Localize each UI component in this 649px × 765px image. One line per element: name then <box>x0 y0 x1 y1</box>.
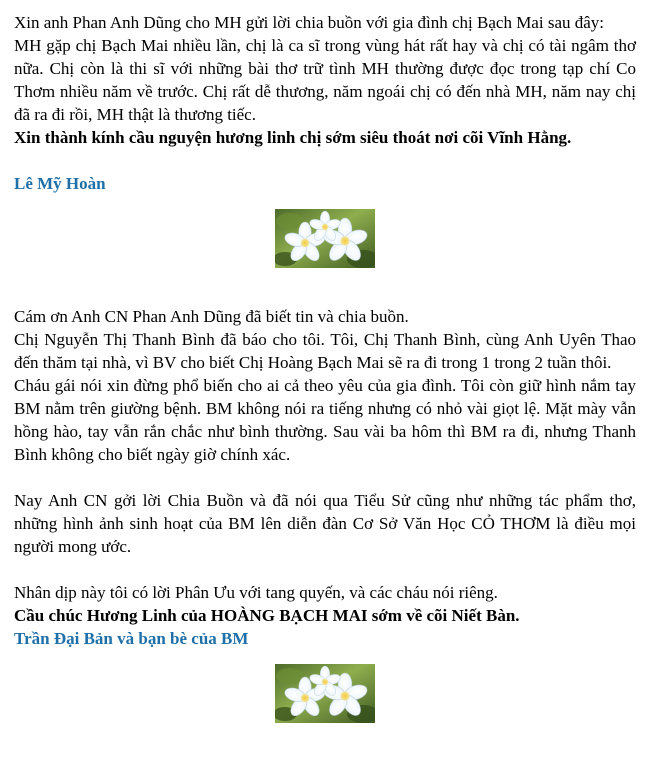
condolence-opening: Xin anh Phan Anh Dũng cho MH gửi lời chia buồn với gia đình chị Bạch Mai sau đây: <box>14 13 605 32</box>
signature-tran-dai-ban: Trần Đại Bản và bạn bè của BM <box>14 629 249 648</box>
sympathy-line: Nhân dịp này tôi có lời Phân Ưu với tang quyến, và các cháu nói riêng. <box>14 583 498 602</box>
condolence-prayer: Xin thành kính cầu nguyện hương linh chị sớm siêu thoát nơi cõi Vĩnh Hằng. <box>14 128 572 147</box>
forum-paragraph: Nay Anh CN gởi lời Chia Buồn và đã nói qua Tiểu Sử cũng như những tác phẩm thơ, những hình ảnh sinh hoạt của BM lên diễn đàn Cơ Sở Văn Học CỎ THƠM là điều mọi người mong ước. <box>14 491 636 556</box>
flower-image-container <box>14 209 636 268</box>
condolence-paragraph: MH gặp chị Bạch Mai nhiều lần, chị là ca sĩ trong vùng hát rất hay và chị có tài ngâm thơ nữa. Chị còn là thi sĩ với những bài thơ trữ tình MH thường được đọc trong tạp chí Co Thơm nhiều năm về trước. Chị rất dễ thương, năm ngoái chị có đến nhà MH, năm nay chị đã ra đi rồi, MH thật là thương tiếc. <box>14 36 636 124</box>
flower-image <box>275 209 375 268</box>
flower-image <box>275 664 375 723</box>
thanks-line: Cám ơn Anh CN Phan Anh Dũng đã biết tin và chia buồn. <box>14 307 409 326</box>
hospital-paragraph: Cháu gái nói xin đừng phổ biến cho ai cả theo yêu của gia đình. Tôi còn giữ hình nắm tay BM nằm trên giường bệnh. BM không nói ra tiếng nhưng có nhỏ vài giọt lệ. Mặt mày vẫn hồng hào, tay vẫn rắn chắc như bình thường. Sau vài ba hôm thì BM ra đi, nhưng Thanh Bình không cho biết ngày giờ chính xác. <box>14 376 636 464</box>
flower-image-container-2 <box>14 664 636 723</box>
document-body <box>14 0 636 723</box>
signature-le-my-hoan: Lê Mỹ Hoàn <box>14 174 106 193</box>
visit-paragraph: Chị Nguyễn Thị Thanh Bình đã báo cho tôi. Tôi, Chị Thanh Bình, cùng Anh Uyên Thao đến thăm tại nhà, vì BV cho biết Chị Hoàng Bạch Mai sẽ ra đi trong 1 trong 2 tuần thôi. <box>14 330 636 372</box>
nirvana-prayer: Cầu chúc Hương Linh của HOÀNG BẠCH MAI sớm về cõi Niết Bàn. <box>14 606 520 625</box>
